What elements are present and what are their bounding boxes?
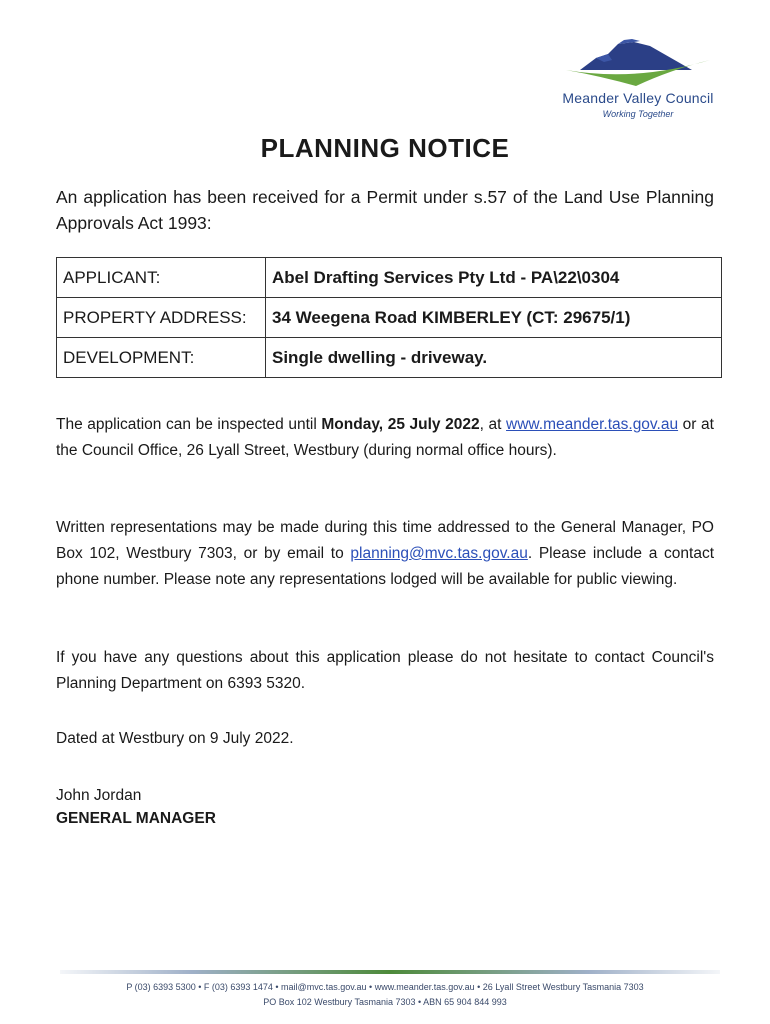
footer-divider [60, 970, 720, 974]
development-value: Single dwelling - driveway. [266, 338, 722, 378]
email-link[interactable]: planning@mvc.tas.gov.au [350, 545, 528, 562]
dated-line: Dated at Westbury on 9 July 2022. [56, 730, 294, 747]
inspection-date: Monday, 25 July 2022 [321, 416, 480, 433]
council-logo-icon [560, 34, 716, 90]
table-row [57, 258, 722, 298]
signatory-title: GENERAL MANAGER [56, 810, 216, 827]
intro-text: An application has been received for a Permit under s.57 of the Land Use Planning Approvals Act 1993: [56, 187, 714, 233]
table-row [57, 338, 722, 378]
applicant-value: Abel Drafting Services Pty Ltd - PA\22\0304 [266, 258, 722, 298]
council-logo [548, 34, 728, 126]
council-tagline: Working Together [602, 109, 674, 119]
footer-contact: P (03) 6393 5300 • F (03) 6393 1474 • mail@mvc.tas.gov.au • www.meander.tas.gov.au • 26 Lyall Street Westbury Tasmania 7303 [126, 982, 644, 992]
property-address-value: 34 Weegena Road KIMBERLEY (CT: 29675/1) [266, 298, 722, 338]
representations-paragraph [56, 515, 714, 593]
property-address-label: PROPERTY ADDRESS: [57, 298, 266, 338]
footer-address: PO Box 102 Westbury Tasmania 7303 • ABN 65 904 844 993 [263, 997, 507, 1007]
representations-note: . Please include a contact phone number. Please note any representations lodged will be available for public viewing. [56, 545, 714, 588]
inspection-location-text: or at the Council Office, 26 Lyall Street, Westbury (during normal office hours). [56, 416, 714, 459]
inspection-paragraph [56, 412, 714, 464]
inspection-separator: , at [479, 416, 507, 433]
representations-text: Written representations may be made during this time addressed to the General Manager, PO Box 102, Westbury 7303, or by email to [56, 519, 714, 562]
questions-paragraph: If you have any questions about this application please do not hesitate to contact Council's Planning Department on 6393 5320. [56, 649, 714, 692]
signatory-name: John Jordan [56, 787, 142, 804]
development-label: DEVELOPMENT: [57, 338, 266, 378]
council-name: Meander Valley Council [562, 90, 714, 106]
inspection-text: The application can be inspected until [56, 416, 322, 433]
applicant-label: APPLICANT: [57, 258, 266, 298]
page-title: PLANNING NOTICE [260, 133, 510, 163]
table-row [57, 298, 722, 338]
application-details-table [56, 257, 722, 378]
website-link[interactable]: www.meander.tas.gov.au [506, 416, 679, 433]
